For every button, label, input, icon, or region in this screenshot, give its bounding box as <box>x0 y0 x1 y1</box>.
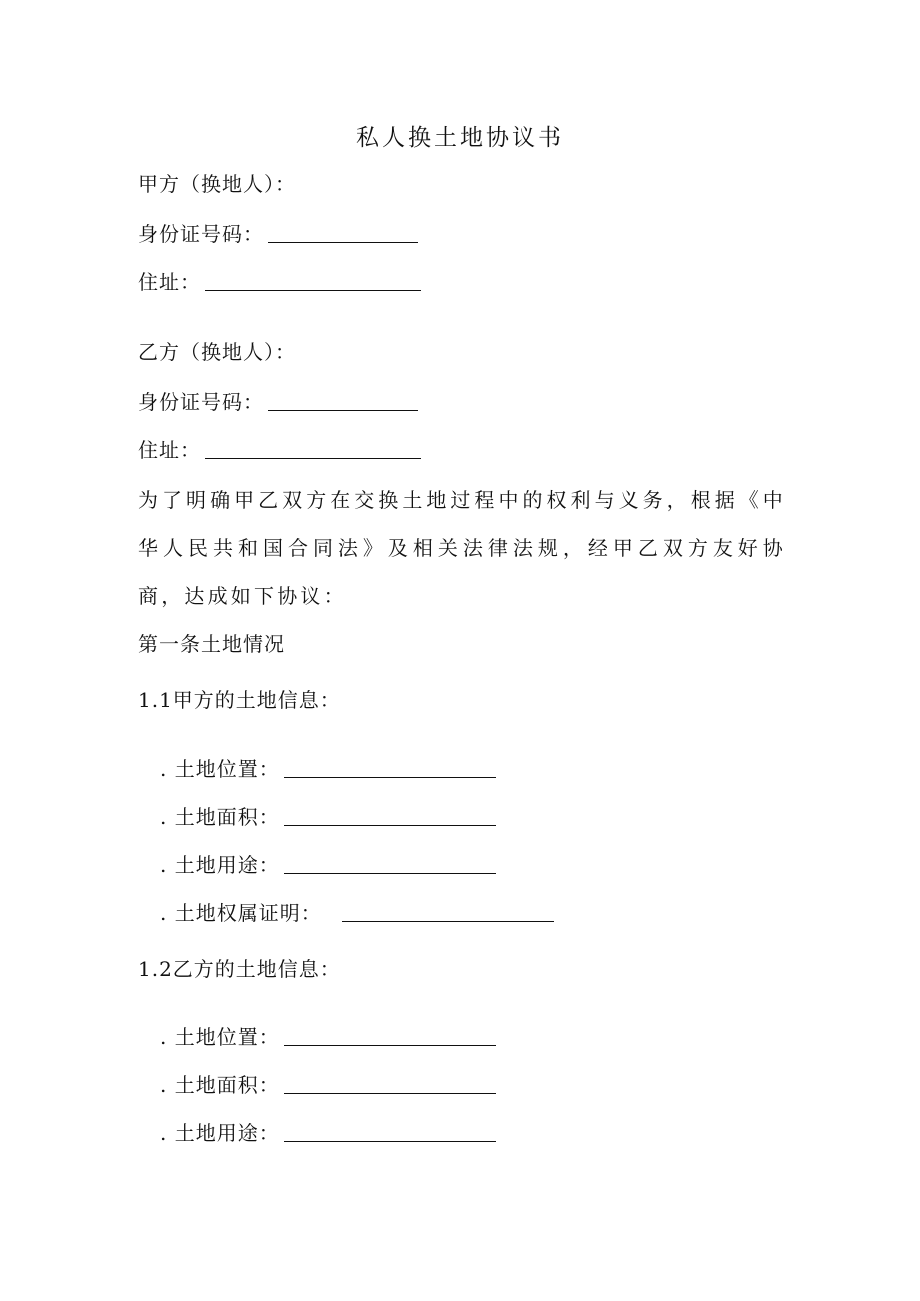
party-a-land-location-row <box>160 757 496 781</box>
party-a-land-ownership-blank <box>342 901 554 922</box>
party-a-id-label: 身份证号码： <box>138 222 264 246</box>
party-a-land-use-row <box>160 853 496 877</box>
party-b-address-row <box>138 438 421 462</box>
document-title: 私人换土地协议书 <box>356 125 564 151</box>
party-b-id-label: 身份证号码： <box>138 390 264 414</box>
party-b-heading: 乙方（换地人）： <box>138 340 296 364</box>
party-b-address-label: 住址： <box>138 438 201 462</box>
party-a-land-area-row <box>160 805 496 829</box>
party-b-land-area-row <box>160 1073 496 1097</box>
party-a-land-use-blank <box>284 853 496 874</box>
party-a-land-area-blank <box>284 805 496 826</box>
party-b-land-use-label: . 土地用途： <box>160 1121 280 1145</box>
party-b-land-location-row <box>160 1025 496 1049</box>
party-b-land-location-blank <box>284 1025 496 1046</box>
article-1-heading: 第一条土地情况 <box>138 632 285 656</box>
party-b-id-blank <box>268 390 418 411</box>
party-b-id-row <box>138 390 418 414</box>
party-b-land-location-label: . 土地位置： <box>160 1025 280 1049</box>
party-b-land-area-blank <box>284 1073 496 1094</box>
preamble-paragraph: 为了明确甲乙双方在交换土地过程中的权利与义务，根据《中华人民共和国合同法》及相关法律法规，经甲乙双方友好协商，达成如下协议： <box>138 488 786 608</box>
party-a-address-blank <box>205 270 421 291</box>
party-a-address-row <box>138 270 421 294</box>
party-a-land-heading: 1.1甲方的土地信息： <box>138 688 341 712</box>
party-a-land-location-label: . 土地位置： <box>160 757 280 781</box>
party-a-land-use-label: . 土地用途： <box>160 853 280 877</box>
party-a-id-blank <box>268 222 418 243</box>
party-a-heading: 甲方（换地人）： <box>138 172 296 196</box>
party-a-land-location-blank <box>284 757 496 778</box>
party-a-id-row <box>138 222 418 246</box>
party-a-land-ownership-label: . 土地权属证明： <box>160 901 322 925</box>
party-b-land-use-row <box>160 1121 496 1145</box>
party-b-land-use-blank <box>284 1121 496 1142</box>
party-a-land-ownership-row <box>160 901 554 925</box>
party-b-land-area-label: . 土地面积： <box>160 1073 280 1097</box>
party-a-address-label: 住址： <box>138 270 201 294</box>
party-b-land-heading: 1.2乙方的土地信息： <box>138 957 341 981</box>
party-a-land-area-label: . 土地面积： <box>160 805 280 829</box>
party-b-address-blank <box>205 438 421 459</box>
